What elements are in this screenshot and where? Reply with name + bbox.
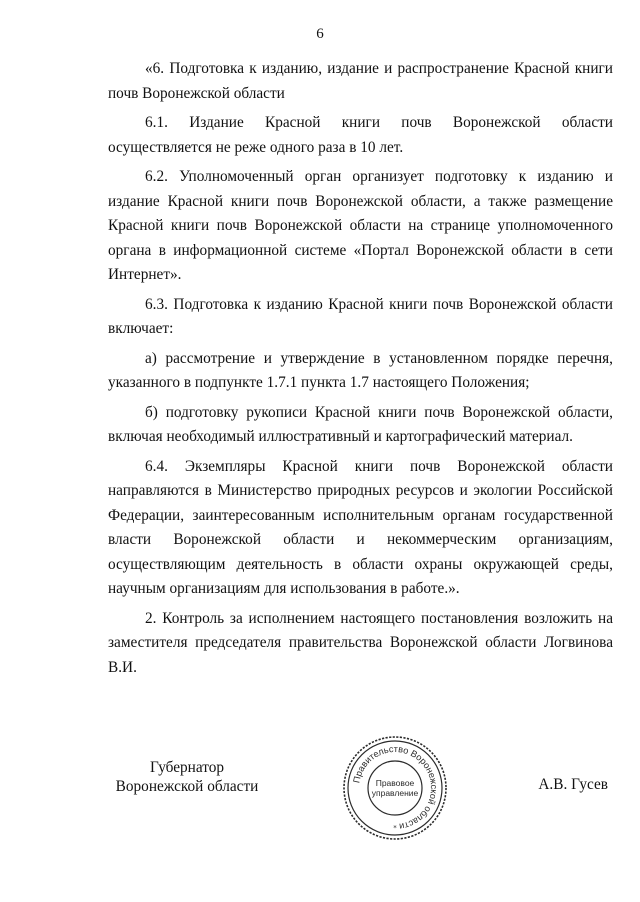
seal-center-line2: управление	[371, 788, 419, 798]
paragraph-6-4: 6.4. Экземпляры Красной книги почв Воронежской области направляются в Министерство природных ресурсов и экологии Российской Федерации, заинтересованным исполнительным органам государственной власти Воронежской области и некоммерческим организациям, осуществляющим деятельность в области охраны окружающей среды, научным организациям для использования в работе.».	[108, 457, 613, 597]
paragraph-6-3: 6.3. Подготовка к изданию Красной книги почв Воронежской области включает:	[108, 295, 613, 337]
paragraph-item-b: б) подготовку рукописи Красной книги почв Воронежской области, включая необходимый иллюстративный и картографический материал.	[108, 403, 613, 445]
section-heading: «6. Подготовка к изданию, издание и распространение Красной книги почв Воронежской области	[108, 60, 613, 102]
paragraph-2-control: 2. Контроль за исполнением настоящего постановления возложить на заместителя председателя правительства Воронежской области Логвинова В.И.	[108, 609, 613, 676]
paragraph-6-1: 6.1. Издание Красной книги почв Воронежской области осуществляется не реже одного раза в 10 лет.	[108, 114, 613, 156]
signatory-position-line1: Губернатор	[149, 759, 225, 776]
seal-ring-text: Правительство Воронежской области	[351, 743, 440, 832]
page-number: 6	[316, 26, 324, 42]
seal-star-icon: *	[393, 824, 397, 832]
paragraph-item-a: а) рассмотрение и утверждение в установленном порядке перечня, указанного в подпункте 1.7.1 пункта 1.7 настоящего Положения;	[108, 349, 613, 391]
official-seal-stamp	[341, 734, 449, 842]
document-body	[108, 57, 613, 685]
seal-center-line1: Правовое	[375, 778, 415, 788]
paragraph-6-2: 6.2. Уполномоченный орган организует подготовку к изданию и издание Красной книги почв Воронежской области, а также размещение Красной книги почв Воронежской области на странице уполномоченного органа в информационной системе «Портал Воронежской области в сети Интернет».	[108, 168, 613, 283]
signatory-name: А.В. Гусев	[538, 776, 608, 793]
signatory-position	[102, 758, 272, 796]
signatory-position-line2: Воронежской области	[115, 778, 259, 795]
